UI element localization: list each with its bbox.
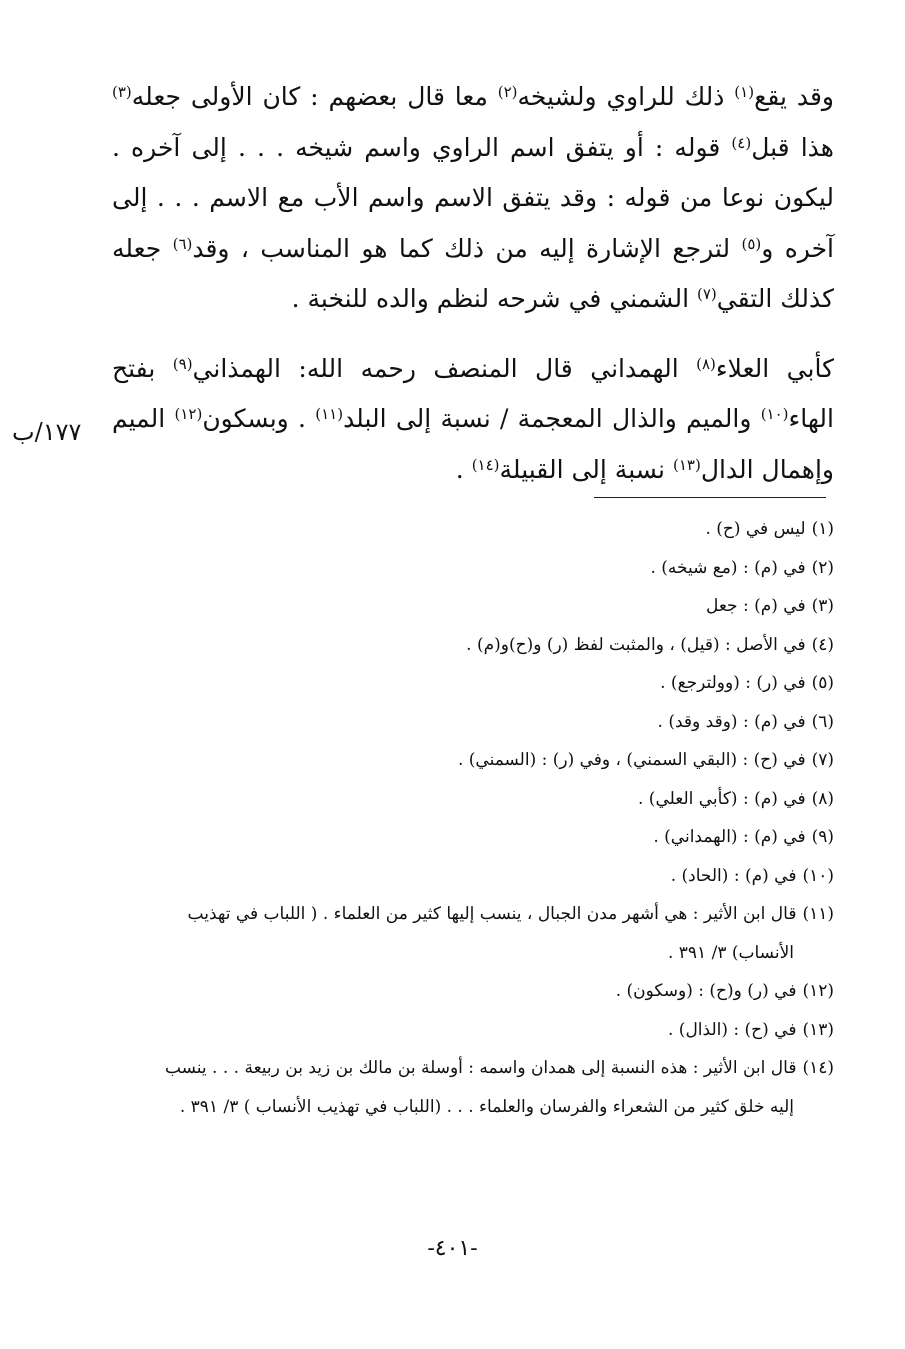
footnote-continuation: إليه خلق كثير من الشعراء والفرسان والعلماء . . . (اللباب في تهذيب الأنساب ) ٣/ ٣٩١ . (179, 1096, 794, 1117)
footnote (112, 1049, 834, 1126)
paragraph-1 (112, 72, 834, 325)
footnote-number: (٦) (811, 711, 834, 732)
footnote (112, 741, 834, 780)
footnote (112, 1011, 834, 1050)
footnote-ref: (١٣) (672, 455, 701, 474)
footnote-text: ليس في (ح) . (705, 519, 806, 539)
text-segment: معا قال بعضهم : كان الأولى جعله (131, 82, 498, 111)
footnote-text: في (ر) : (وولترجع) . (660, 673, 806, 693)
footnote-ref: (٦) (172, 234, 193, 253)
footnote-number: (١٣) (802, 1019, 834, 1040)
text-segment: هذا قبل (751, 132, 834, 162)
text-segment: الميم وإهمال الدال (112, 404, 834, 484)
text-segment: . (455, 454, 472, 484)
footnote (112, 895, 834, 972)
main-text (112, 72, 834, 495)
footnote-text: في (م) : جعل (705, 596, 806, 616)
footnote-number: (١٠) (802, 865, 834, 886)
footnote (112, 703, 834, 742)
footnote-number: (٨) (811, 788, 834, 809)
footnote-ref: (١٤) (471, 455, 500, 474)
footnote-ref: (١) (734, 82, 755, 101)
text-segment: الهمداني قال المنصف رحمه الله: الهمذاني (192, 353, 697, 383)
page-number: -٤٠١- (427, 1236, 478, 1261)
text-segment: وقد يقع (754, 82, 835, 111)
footnote-ref: (٨) (696, 354, 716, 373)
footnote (112, 664, 834, 703)
footnote-separator (594, 497, 826, 498)
text-segment: والميم والذال المعجمة / نسبة إلى البلد (343, 404, 761, 433)
footnote (112, 510, 834, 549)
footnote-text: في (م) : (الحاد) . (670, 865, 797, 886)
footnote (112, 857, 834, 896)
footnote-text: في (م) : (الهمداني) . (653, 827, 806, 847)
footnote (112, 587, 834, 626)
text-segment: جعله كذلك التقي (112, 233, 834, 313)
footnote-text: في (م) : (وقد وقد) . (657, 711, 806, 732)
footnote-number: (٥) (811, 673, 834, 693)
footnote-text: في (م) : (كأبي العلي) . (638, 788, 806, 809)
footnote-ref: (٣) (112, 82, 132, 101)
footnote-number: (٢) (811, 557, 834, 578)
footnote-text: قال ابن الأثير : هي أشهر مدن الجبال ، ينسب إليها كثير من العلماء . ( اللباب في تهذيب (187, 904, 797, 924)
text-segment: كأبي العلاء (715, 353, 834, 383)
footnote (112, 626, 834, 665)
footnote-text: في (ح) : (البقي السمني) ، وفي (ر) : (السمني) . (457, 750, 806, 770)
text-segment: بفتح الهاء (112, 353, 834, 433)
footnote-number: (١١) (802, 904, 834, 924)
footnote (112, 972, 834, 1011)
footnote-text: في (م) : (مع شيخه) . (650, 557, 806, 578)
footnotes (112, 510, 834, 1126)
text-segment: الشمني في شرحه لنظم والده للنخبة . (291, 284, 697, 313)
footnote-number: (٧) (811, 750, 834, 770)
footnote-ref: (١١) (315, 404, 344, 423)
footnote-ref: (٩) (172, 354, 193, 373)
footnote-number: (٩) (811, 827, 834, 847)
footnote (112, 549, 834, 588)
footnote-number: (٣) (811, 596, 834, 616)
text-segment: . وبسكون (202, 404, 316, 433)
text-segment: ذلك للراوي ولشيخه (517, 82, 735, 111)
footnote-ref: (١٢) (174, 404, 203, 423)
footnote-text: في الأصل : (قيل) ، والمثبت لفظ (ر) و(ح)و(م) . (466, 634, 806, 655)
text-segment: نسبة إلى القبيلة (499, 454, 673, 484)
paragraph-2 (112, 344, 834, 496)
footnote-ref: (٥) (741, 234, 762, 253)
footnote-text: في (ح) : (الذال) . (668, 1019, 797, 1040)
footnote-ref: (١٠) (760, 404, 789, 423)
footnote (112, 780, 834, 819)
footnote-continuation: الأنساب) ٣/ ٣٩١ . (667, 942, 794, 963)
footnote-ref: (٧) (696, 284, 717, 303)
footnote-number: (١٢) (802, 981, 834, 1001)
footnote-number: (٤) (811, 634, 834, 655)
text-segment: قوله : أو يتفق اسم الراوي واسم شيخه . . . إلى آخره . ليكون نوعا من قوله : وقد يتفق الاسم واسم الأب مع الاسم . . . إلى آخره و (112, 132, 834, 263)
footnote-text: في (ر) و(ح) : (وسكون) . (615, 981, 797, 1001)
folio-margin-note: ١٧٧/ب (12, 418, 82, 446)
footnote (112, 818, 834, 857)
text-segment: لترجع الإشارة إليه من ذلك كما هو المناسب ، وقد (192, 233, 742, 263)
footnote-ref: (٢) (497, 82, 518, 101)
footnote-number: (١) (811, 519, 834, 539)
footnote-text: قال ابن الأثير : هذه النسبة إلى همدان واسمه : أوسلة بن مالك بن زيد بن ربيعة . . . ينسب (164, 1058, 797, 1078)
footnote-number: (١٤) (802, 1058, 834, 1078)
footnote-ref: (٤) (731, 133, 752, 152)
